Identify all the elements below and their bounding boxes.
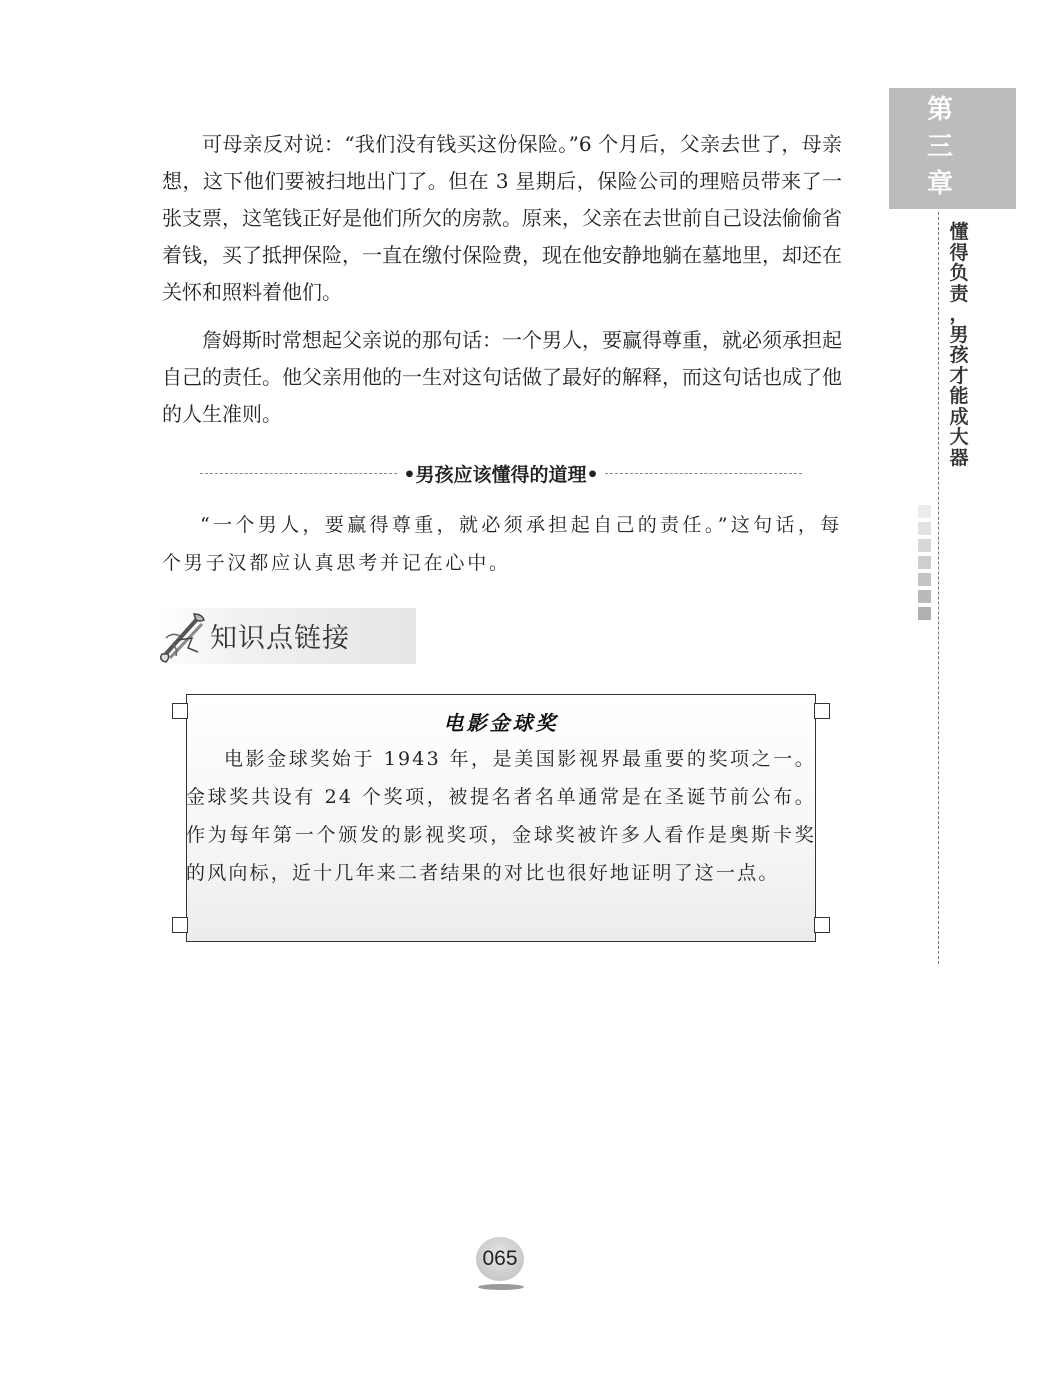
subtitle-char: 才 [949,364,969,387]
frame-corner-top-right [814,703,830,719]
chapter-char: 三 [926,132,953,162]
subtitle-char: 负 [949,262,969,284]
subtitle-char: 孩 [949,344,969,366]
frame-corner-bottom-right [814,917,830,933]
decor-square [918,556,931,569]
knowledge-link-banner [158,608,416,664]
knowledge-link-label: 知识点链接 [210,623,350,654]
subtitle-char: 器 [949,446,969,469]
paragraph-text: 詹姆斯时常想起父亲说的那句话：一个男人，要赢得尊重，就必须承担起自己的责任。他父亲用他的一生对这句话做了最好的解释，而这句话也成了他的人生准则。 [162,328,842,426]
decor-square [918,607,931,620]
chapter-subtitle [946,222,972,468]
decor-square [918,590,931,603]
paragraph-text: 可母亲反对说：“我们没有钱买这份保险。”6 个月后，父亲去世了，母亲想，这下他们要被扫地出门了。但在 3 星期后，保险公司的理赔员带来了一张支票，这笔钱正好是他们所欠的房款。原来，父亲在去世前自己设法偷偷省着钱，买了抵押保险，一直在缴付保险费，现在他安静地躺在墓地里，却还在关怀和照料着他们。 [162,132,842,304]
decor-square [918,573,931,586]
frame-corner-bottom-left [172,917,188,933]
scroll-icon [158,610,210,668]
side-dashed-line [938,212,939,964]
chapter-char: 章 [926,169,953,199]
decorative-squares [918,505,931,624]
chapter-label [925,92,955,203]
lesson-divider [200,457,802,489]
subtitle-char: 能 [949,385,969,407]
divider-line-right [605,473,802,474]
info-box-text: 电影金球奖始于 1943 年，是美国影视界最重要的奖项之一。金球奖共设有 24 个奖项，被提名者名单通常是在圣诞节前公布。作为每年第一个颁发的影视奖项，金球奖被许多人看作是奥斯卡奖的风向标，近十几年来二者结果的对比也很好地证明了这一点。 [186,748,816,884]
decor-square [918,539,931,552]
page-number-shadow [478,1284,524,1290]
info-box-title: 电影金球奖 [443,711,559,735]
chapter-char: 第 [926,95,953,125]
body-paragraph-2 [162,322,842,433]
divider-line-left [200,473,397,474]
decor-square [918,522,931,535]
subtitle-char: ， [949,303,969,325]
chapter-tab [889,88,1016,209]
lesson-text: “一个男人，要赢得尊重，就必须承担起自己的责任。”这句话，每个男子汉都应认真思考并记在心中。 [162,514,842,574]
decor-square [918,505,931,518]
subtitle-char: 懂 [949,221,969,243]
subtitle-char: 大 [949,426,969,448]
subtitle-char: 男 [949,323,969,346]
lesson-section-title: •男孩应该懂得的道理• [403,463,599,486]
body-paragraph-1 [162,126,842,311]
page-number: 065 [476,1237,524,1281]
subtitle-char: 成 [949,405,969,428]
subtitle-char: 责 [949,282,969,305]
subtitle-char: 得 [949,241,969,264]
